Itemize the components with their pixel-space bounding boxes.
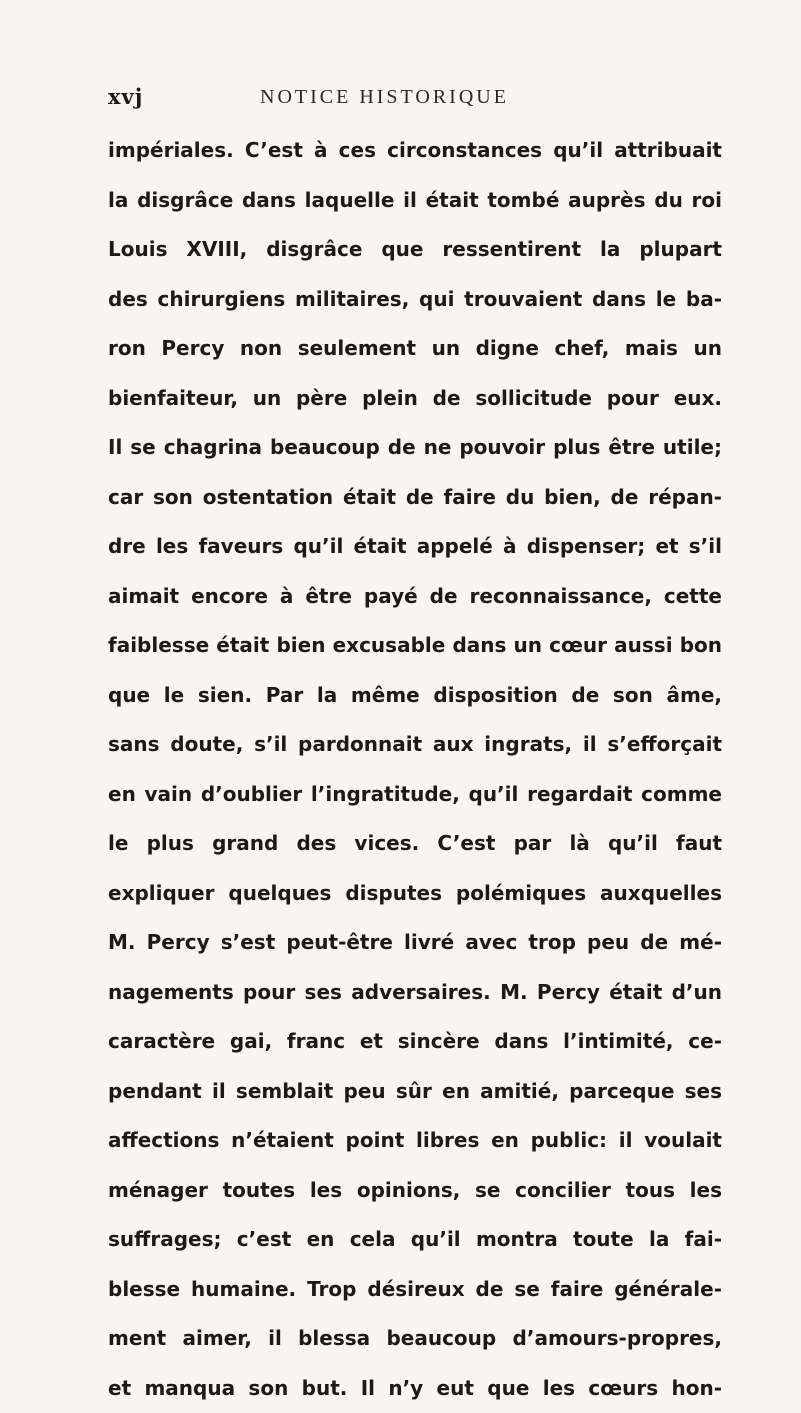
text-line: caractère gai, franc et sincère dans l’intimité, ce- [108, 1017, 722, 1067]
page-number: xvj [108, 84, 143, 109]
text-line: car son ostentation était de faire du bien, de répan- [108, 473, 722, 523]
text-line: ménager toutes les opinions, se concilier tous les [108, 1166, 722, 1216]
text-line: nagements pour ses adversaires. M. Percy était d’un [108, 968, 722, 1018]
text-line: expliquer quelques disputes polémiques auxquelles [108, 869, 722, 919]
text-line: aimait encore à être payé de reconnaissance, cette [108, 572, 722, 622]
text-line: Il se chagrina beaucoup de ne pouvoir plus être utile; [108, 423, 722, 473]
text-line: ron Percy non seulement un digne chef, mais un [108, 324, 722, 374]
text-line: pendant il semblait peu sûr en amitié, parceque ses [108, 1067, 722, 1117]
text-line: affections n’étaient point libres en public: il voulait [108, 1116, 722, 1166]
text-line: sans doute, s’il pardonnait aux ingrats, il s’efforçait [108, 720, 722, 770]
text-line: que le sien. Par la même disposition de son âme, [108, 671, 722, 721]
text-line: bienfaiteur, un père plein de sollicitude pour eux. [108, 374, 722, 424]
page-header [108, 84, 728, 116]
text-line: M. Percy s’est peut-être livré avec trop peu de mé- [108, 918, 722, 968]
text-line: faiblesse était bien excusable dans un cœur aussi bon [108, 621, 722, 671]
text-line: le plus grand des vices. C’est par là qu’il faut [108, 819, 722, 869]
text-line: impériales. C’est à ces circonstances qu’il attribuait [108, 126, 722, 176]
running-head: NOTICE HISTORIQUE [260, 86, 509, 109]
text-line: des chirurgiens militaires, qui trouvaient dans le ba- [108, 275, 722, 325]
text-line: et manqua son but. Il n’y eut que les cœurs hon- [108, 1364, 722, 1413]
text-line: suffrages; c’est en cela qu’il montra toute la fai- [108, 1215, 722, 1265]
text-line: ment aimer, il blessa beaucoup d’amours-propres, [108, 1314, 722, 1364]
text-line: dre les faveurs qu’il était appelé à dispenser; et s’il [108, 522, 722, 572]
text-line: Louis XVIII, disgrâce que ressentirent la plupart [108, 225, 722, 275]
text-line: la disgrâce dans laquelle il était tombé auprès du roi [108, 176, 722, 226]
text-line: blesse humaine. Trop désireux de se faire générale- [108, 1265, 722, 1315]
text-line: en vain d’oublier l’ingratitude, qu’il regardait comme [108, 770, 722, 820]
body-text [108, 126, 722, 1413]
